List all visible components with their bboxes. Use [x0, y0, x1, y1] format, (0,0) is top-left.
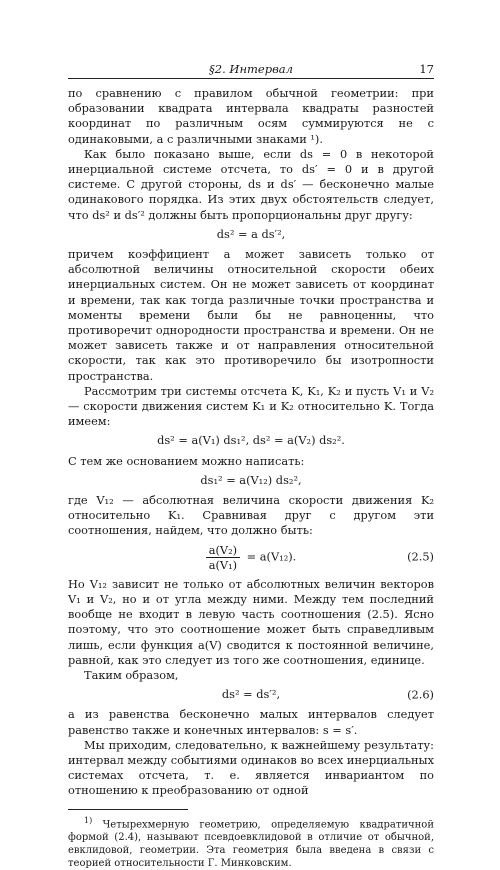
- paragraph: причем коэффициент a может зависеть только от абсолютной величины относительной скорости обеих инерциальных систем. Он не может зависеть от координат и времени, так как тогда различные точки пространства и моменты времени были бы не равноценны, что противоречит однородности пространства и времени. Он не может зависеть также и от направления относительной скорости, так как это противоречило бы изотропности пространства.: [68, 247, 434, 383]
- fraction-denominator: a(V₁): [208, 557, 238, 572]
- page-number: 17: [419, 62, 434, 76]
- fraction-numerator: a(V₂): [206, 543, 240, 558]
- paragraph: по сравнению с правилом обычной геометрии: при образовании квадрата интервала квадраты разностей координат по различным осям суммируются не с одинаковыми, а с различными знаками ¹).: [68, 86, 434, 146]
- equation-2-6: [68, 687, 434, 702]
- paragraph: Рассмотрим три системы отсчета K, K₁, K₂ и пусть V₁ и V₂ — скорости движения систем K₁ и K₂ относительно K. Тогда имеем:: [68, 383, 434, 429]
- paragraph: где V₁₂ — абсолютная величина скорости движения K₂ относительно K₁. Сравнивая друг с другом эти соотношения, найдем, что должно быть:: [68, 493, 434, 538]
- equation: [68, 227, 434, 242]
- equation-text: ds² = a ds′²,: [216, 226, 286, 241]
- paragraph: а из равенства бесконечно малых интервалов следует равенство также и конечных интервалов: s = s′.: [68, 707, 434, 737]
- running-header: [68, 60, 434, 79]
- paragraph: Мы приходим, следовательно, к важнейшему результату: интервал между событиями одинаков во всех инерциальных системах отсчета, т. е. является инвариантом по отношению к преобразованию от одной: [68, 737, 434, 798]
- equation-rhs: = a(V₁₂).: [246, 549, 297, 564]
- footnote-divider: [68, 809, 188, 810]
- paragraph: Но V₁₂ зависит не только от абсолютных величин векторов V₁ и V₂, но и от угла между ними. Между тем последний вообще не входит в левую часть соотношения (2.5). Ясно поэтому, что это соотношение может быть справедливым лишь, если функция a(V) сводится к постоянной величине, равной, как это следует из того же соотношения, единице.: [68, 576, 434, 667]
- footnote-text: Четырехмерную геометрию, определяемую квадратичной формой (2.4), называют псевдоевклидовой в отличие от обычной, евклидовой, геометрии. Эта геометрия была введена в связи с теорией относительности Г. Минковским.: [68, 818, 434, 869]
- equation-number: (2.5): [407, 549, 434, 564]
- equation-text: ds₁² = a(V₁₂) ds₂²,: [200, 472, 302, 487]
- body-text: [68, 86, 434, 870]
- paragraph: Таким образом,: [84, 667, 179, 682]
- fraction: [206, 543, 240, 572]
- footnote-mark: 1): [84, 815, 93, 825]
- footnote: [68, 814, 434, 870]
- equation: [68, 473, 434, 488]
- header-title: §2. Интервал: [209, 62, 293, 76]
- equation-number: (2.6): [407, 687, 434, 702]
- equation-text: ds² = ds′²,: [221, 687, 281, 702]
- paragraph: С тем же основанием можно написать:: [68, 453, 305, 468]
- paragraph: Как было показано выше, если ds = 0 в некоторой инерциальной системе отсчета, то ds′ = 0 и в другой системе. С другой стороны, ds и ds′ — бесконечно малые одинакового порядка. Из этих двух обстоятельств следует, что ds² и ds′² должны быть пропорциональны друг другу:: [68, 146, 434, 222]
- equation-text: ds² = a(V₁) ds₁², ds² = a(V₂) ds₂².: [157, 433, 345, 448]
- equation: [68, 433, 434, 448]
- equation-2-5: [68, 543, 434, 572]
